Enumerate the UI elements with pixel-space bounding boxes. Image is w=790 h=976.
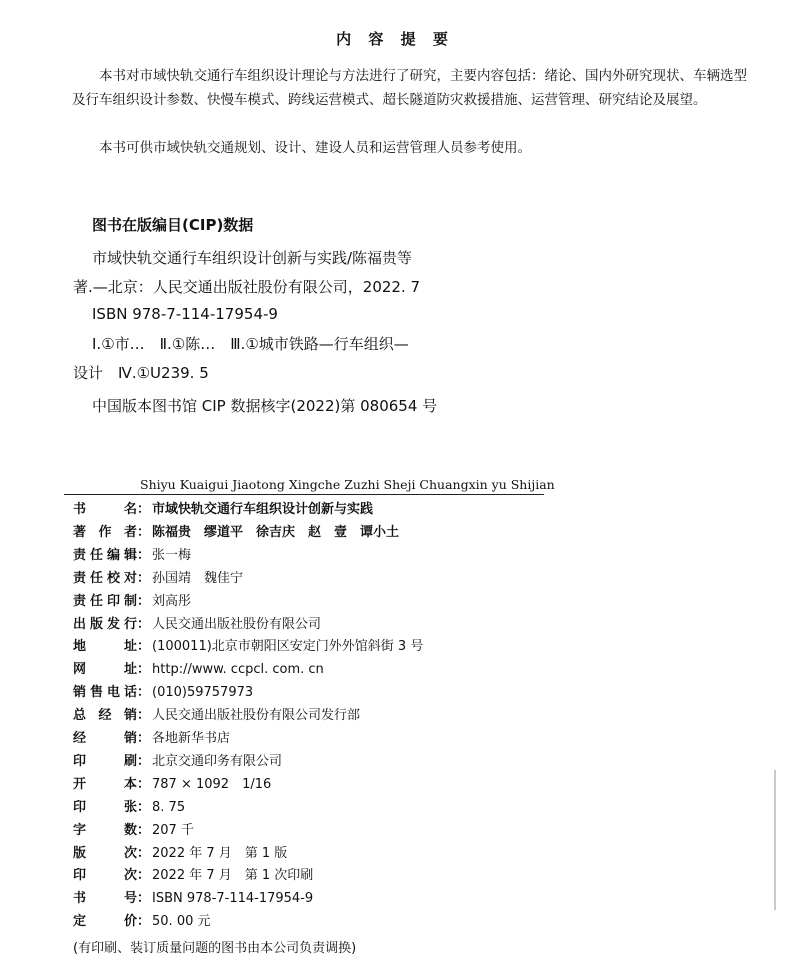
imprint-label: 地址: [73, 639, 137, 655]
imprint-label: 经销: [73, 731, 137, 746]
imprint-value: 北京交通印务有限公司: [152, 753, 283, 769]
imprint-value: 各地新华书店: [152, 731, 231, 746]
cip-line: 设计 Ⅳ.①U239. 5: [73, 364, 209, 382]
cip-line: 市域快轨交通行车组织设计创新与实践/陈福贵等: [92, 249, 413, 267]
imprint-row: [73, 635, 423, 654]
imprint-colon: ：: [137, 799, 151, 815]
imprint-row: [73, 887, 313, 906]
imprint-colon: ：: [137, 731, 151, 746]
imprint-label: 销售电话: [73, 685, 137, 701]
imprint-row: [73, 590, 191, 609]
imprint-value: 人民交通出版社股份有限公司发行部: [152, 708, 361, 724]
imprint-colon: ：: [137, 845, 151, 861]
imprint-row: [73, 658, 324, 677]
pinyin-title: Shiyu Kuaigui Jiaotong Xingche Zuzhi Sheji Chuangxin yu Shijian: [140, 477, 555, 492]
imprint-value: 人民交通出版社股份有限公司: [152, 616, 322, 632]
imprint-label: 出版发行: [73, 616, 137, 632]
imprint-value: (010)59757973: [152, 685, 254, 701]
imprint-label: 印张: [73, 799, 137, 815]
imprint-label: 字数: [73, 822, 137, 838]
imprint-row: [73, 681, 253, 700]
imprint-row: [73, 567, 243, 586]
imprint-colon: ：: [137, 891, 151, 907]
imprint-value: 孙国靖 魏佳宁: [152, 570, 244, 586]
imprint-label: 定价: [73, 914, 137, 930]
imprint-value: 8. 75: [152, 799, 186, 815]
imprint-row: [73, 819, 194, 838]
imprint-value: 张一梅: [152, 547, 192, 563]
imprint-label: 责任校对: [73, 570, 137, 586]
imprint-value: 陈福贵 缪道平 徐吉庆 赵 壹 谭小土: [152, 524, 400, 540]
imprint-label: 责任编辑: [73, 547, 137, 563]
imprint-row: [73, 498, 373, 517]
imprint-value: 2022 年 7 月 第 1 版: [152, 845, 288, 861]
imprint-value: http://www. ccpcl. com. cn: [152, 662, 324, 678]
imprint-colon: ：: [137, 753, 151, 769]
imprint-label: 责任印制: [73, 593, 137, 609]
imprint-colon: ：: [137, 685, 151, 701]
imprint-label: 总经销: [73, 708, 137, 724]
imprint-row: [73, 864, 313, 883]
imprint-label: 印刷: [73, 753, 137, 769]
imprint-colon: ：: [137, 570, 151, 586]
imprint-colon: ：: [137, 914, 151, 930]
imprint-row: [73, 613, 321, 632]
summary-title: 内 容 提 要: [336, 30, 454, 48]
imprint-row: [73, 704, 360, 723]
imprint-row: [73, 910, 211, 929]
imprint-label: 网址: [73, 662, 137, 678]
summary-paragraph: 本书可供市域快轨交通规划、设计、建设人员和运营管理人员参考使用。: [99, 140, 531, 156]
imprint-value: ISBN 978-7-114-17954-9: [152, 891, 314, 907]
imprint-colon: ：: [137, 776, 151, 792]
imprint-colon: ：: [137, 662, 151, 678]
imprint-label: 著作者: [73, 524, 137, 540]
imprint-colon: ：: [137, 708, 151, 724]
cip-line: ISBN 978-7-114-17954-9: [92, 305, 278, 323]
imprint-value: 2022 年 7 月 第 1 次印刷: [152, 868, 314, 884]
imprint-row: [73, 727, 230, 746]
imprint-row: [73, 544, 191, 563]
imprint-row: [73, 750, 282, 769]
imprint-colon: ：: [137, 502, 151, 517]
imprint-label: 开本: [73, 776, 137, 792]
imprint-colon: ：: [137, 524, 151, 540]
footer-note: (有印刷、装订质量问题的图书由本公司负责调换): [73, 941, 357, 956]
imprint-label: 印次: [73, 868, 137, 884]
imprint-row: [73, 796, 185, 815]
imprint-label: 版次: [73, 845, 137, 861]
imprint-value: 207 千: [152, 822, 194, 838]
imprint-colon: ：: [137, 639, 151, 655]
cip-line: 著.—北京：人民交通出版社股份有限公司，2022. 7: [73, 278, 421, 296]
imprint-value: 787 × 1092 1/16: [152, 776, 272, 792]
imprint-colon: ：: [137, 593, 151, 609]
imprint-value: (100011)北京市朝阳区安定门外外馆斜街 3 号: [152, 639, 424, 655]
imprint-value: 刘高彤: [152, 593, 192, 609]
cip-line: Ⅰ.①市… Ⅱ.①陈… Ⅲ.①城市铁路—行车组织—: [92, 335, 409, 353]
imprint-label: 书号: [73, 891, 137, 907]
imprint-colon: ：: [137, 868, 151, 884]
summary-paragraph: 本书对市域快轨交通行车组织设计理论与方法进行了研究，主要内容包括：绪论、国内外研究现状、车辆选型及行车组织设计参数、快慢车模式、跨线运营模式、超长隧道防灾救援措施、运营管理、研究结论及展望。: [72, 68, 747, 108]
imprint-row: [73, 521, 399, 540]
imprint-label: 书名: [73, 502, 137, 517]
imprint-colon: ：: [137, 822, 151, 838]
imprint-value: 50. 00 元: [152, 914, 211, 930]
imprint-value: 市域快轨交通行车组织设计创新与实践: [152, 502, 374, 517]
scan-edge-mark: [774, 770, 776, 910]
cip-heading: 图书在版编目(CIP)数据: [92, 216, 254, 234]
imprint-colon: ：: [137, 616, 151, 632]
imprint-row: [73, 773, 271, 792]
imprint-row: [73, 842, 287, 861]
imprint-colon: ：: [137, 547, 151, 563]
divider: [64, 494, 544, 495]
cip-line: 中国版本图书馆 CIP 数据核字(2022)第 080654 号: [92, 397, 438, 415]
